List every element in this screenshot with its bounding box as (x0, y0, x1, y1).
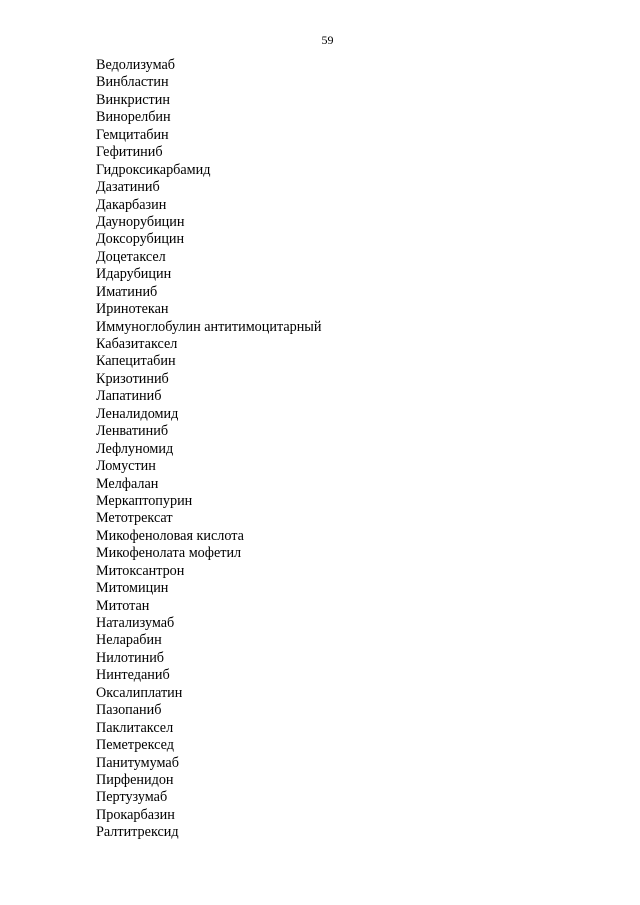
list-item: Меркаптопурин (96, 492, 193, 509)
list-item: Иринотекан (96, 301, 169, 318)
list-item: Идарубицин (96, 266, 172, 283)
page-number: 59 (321, 33, 334, 47)
list-item: Доцетаксел (96, 248, 166, 265)
list-item: Пазопаниб (96, 702, 162, 719)
list-item: Даунорубицин (96, 213, 185, 230)
list-item: Дакарбазин (96, 196, 167, 213)
list-item: Лапатиниб (96, 388, 162, 405)
list-item: Лефлуномид (96, 440, 174, 457)
list-item: Ленватиниб (96, 423, 169, 440)
list-item: Паклитаксел (96, 719, 174, 736)
list-item: Нилотиниб (96, 649, 165, 666)
list-item: Прокарбазин (96, 806, 175, 823)
list-item: Пертузумаб (96, 789, 168, 806)
list-item: Винорелбин (96, 109, 171, 126)
list-item: Капецитабин (96, 353, 176, 370)
list-item: Иммуноглобулин антитимоцитарный (96, 318, 322, 335)
list-item: Пирфенидон (96, 771, 174, 788)
list-item: Панитумумаб (96, 754, 179, 771)
list-item: Нинтеданиб (96, 667, 170, 684)
list-item: Метотрексат (96, 510, 173, 527)
list-item: Мелфалан (96, 475, 159, 492)
list-item: Кабазитаксел (96, 336, 178, 352)
list-item: Иматиниб (96, 283, 158, 300)
list-item: Леналидомид (96, 405, 179, 422)
list-item: Доксорубицин (96, 231, 185, 248)
list-item: Неларабин (96, 632, 162, 649)
list-item: Пеметрексед (96, 737, 174, 754)
drug-list (96, 57, 321, 842)
list-item: Митомицин (96, 580, 169, 597)
list-item: Гидроксикарбамид (96, 161, 211, 178)
list-item: Ведолизумаб (96, 57, 175, 73)
list-item: Винбластин (96, 74, 169, 91)
list-item: Натализумаб (96, 615, 175, 631)
list-item: Кризотиниб (96, 370, 169, 387)
list-item: Гефитиниб (96, 144, 163, 161)
list-item: Ломустин (96, 458, 156, 475)
list-item: Митотан (96, 597, 150, 614)
list-item: Оксалиплатин (96, 684, 183, 701)
list-item: Винкристин (96, 91, 170, 108)
list-item: Дазатиниб (96, 179, 160, 196)
list-item: Микофенолата мофетил (96, 545, 242, 562)
list-item: Микофеноловая кислота (96, 527, 244, 544)
list-item: Митоксантрон (96, 562, 185, 579)
list-item: Гемцитабин (96, 126, 169, 143)
list-item: Ралтитрексид (96, 824, 179, 841)
